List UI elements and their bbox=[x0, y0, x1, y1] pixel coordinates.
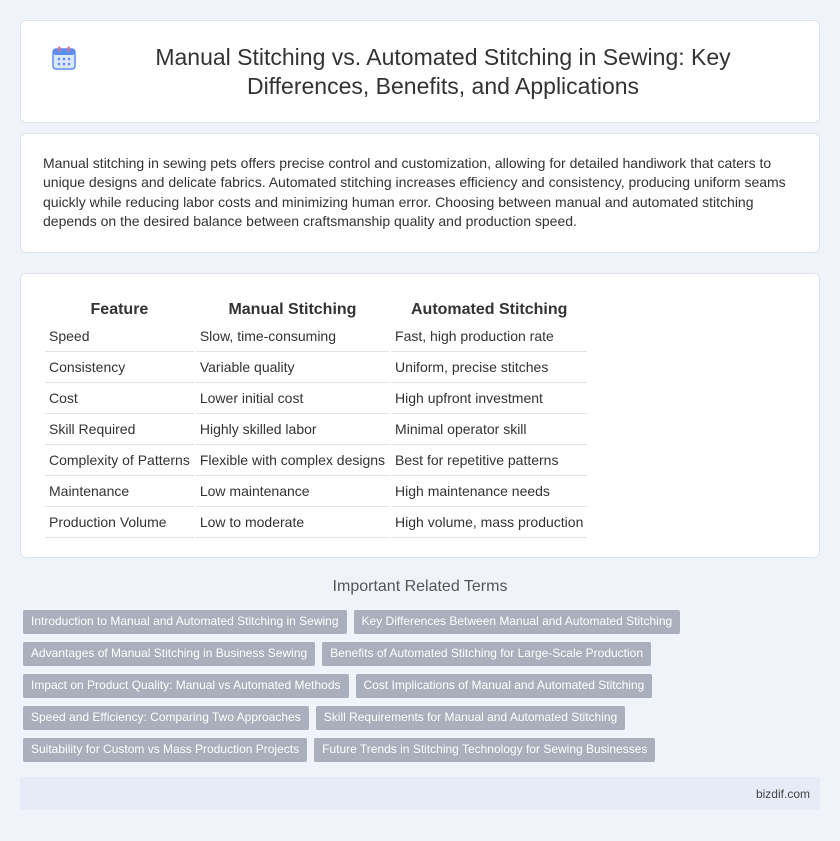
tag-row bbox=[23, 674, 823, 698]
tag-row bbox=[23, 706, 823, 730]
footer bbox=[20, 777, 820, 810]
related-term-tag[interactable]: Key Differences Between Manual and Automated Stitching bbox=[354, 610, 681, 634]
table-cell: Consistency bbox=[45, 352, 194, 383]
related-term-tag[interactable]: Speed and Efficiency: Comparing Two Approaches bbox=[23, 706, 309, 730]
comparison-card bbox=[20, 273, 820, 558]
related-terms-list bbox=[23, 610, 823, 770]
tag-row bbox=[23, 738, 823, 762]
table-cell: Highly skilled labor bbox=[196, 414, 389, 445]
table-row bbox=[45, 445, 587, 476]
table-cell: High upfront investment bbox=[391, 383, 587, 414]
table-cell: Variable quality bbox=[196, 352, 389, 383]
table-row bbox=[45, 476, 587, 507]
page-title: Manual Stitching vs. Automated Stitching in Sewing: Key Differences, Benefits, and Applications bbox=[155, 43, 731, 99]
table-cell: Speed bbox=[45, 321, 194, 352]
table-cell: Minimal operator skill bbox=[391, 414, 587, 445]
related-term-tag[interactable]: Cost Implications of Manual and Automated Stitching bbox=[356, 674, 653, 698]
table-header-row bbox=[45, 294, 587, 321]
column-header-feature: Feature bbox=[90, 301, 149, 318]
intro-paragraph: Manual stitching in sewing pets offers precise control and customization, allowing for detailed handiwork that caters to unique designs and delicate fabrics. Automated stitching increases efficiency and consistency, producing uniform seams quickly while reducing labor costs and minimizing human error. Choosing between manual and automated stitching depends on the desired balance between craftsmanship quality and production speed. bbox=[43, 155, 786, 229]
table-cell: Low maintenance bbox=[196, 476, 389, 507]
table-row bbox=[45, 383, 587, 414]
table-cell: Best for repetitive patterns bbox=[391, 445, 587, 476]
table-cell: Maintenance bbox=[45, 476, 194, 507]
table-row bbox=[45, 507, 587, 538]
related-term-tag[interactable]: Skill Requirements for Manual and Automated Stitching bbox=[316, 706, 626, 730]
column-header-automated: Automated Stitching bbox=[410, 301, 568, 318]
tag-row bbox=[23, 642, 823, 666]
site-link[interactable]: bizdif.com bbox=[755, 787, 810, 801]
related-term-tag[interactable]: Introduction to Manual and Automated Stitching in Sewing bbox=[23, 610, 347, 634]
table-cell: Skill Required bbox=[45, 414, 194, 445]
table-cell: Lower initial cost bbox=[196, 383, 389, 414]
related-term-tag[interactable]: Future Trends in Stitching Technology for Sewing Businesses bbox=[314, 738, 655, 762]
related-terms-heading: Important Related Terms bbox=[332, 578, 508, 595]
tag-row bbox=[23, 610, 823, 634]
table-cell: Uniform, precise stitches bbox=[391, 352, 587, 383]
table-cell: High volume, mass production bbox=[391, 507, 587, 538]
column-header-manual: Manual Stitching bbox=[228, 301, 357, 318]
related-term-tag[interactable]: Impact on Product Quality: Manual vs Automated Methods bbox=[23, 674, 349, 698]
table-cell: Flexible with complex designs bbox=[196, 445, 389, 476]
related-term-tag[interactable]: Advantages of Manual Stitching in Business Sewing bbox=[23, 642, 315, 666]
table-cell: Slow, time-consuming bbox=[196, 321, 389, 352]
table-row bbox=[45, 414, 587, 445]
intro-card bbox=[20, 133, 820, 253]
table-cell: Fast, high production rate bbox=[391, 321, 587, 352]
table-cell: Low to moderate bbox=[196, 507, 389, 538]
related-term-tag[interactable]: Suitability for Custom vs Mass Production Projects bbox=[23, 738, 307, 762]
comparison-table bbox=[43, 294, 589, 538]
related-term-tag[interactable]: Benefits of Automated Stitching for Large-Scale Production bbox=[322, 642, 651, 666]
table-cell: Complexity of Patterns bbox=[45, 445, 194, 476]
table-row bbox=[45, 321, 587, 352]
table-row bbox=[45, 352, 587, 383]
table-cell: High maintenance needs bbox=[391, 476, 587, 507]
title-card bbox=[20, 20, 820, 123]
calendar-icon bbox=[51, 45, 77, 71]
table-cell: Production Volume bbox=[45, 507, 194, 538]
table-cell: Cost bbox=[45, 383, 194, 414]
